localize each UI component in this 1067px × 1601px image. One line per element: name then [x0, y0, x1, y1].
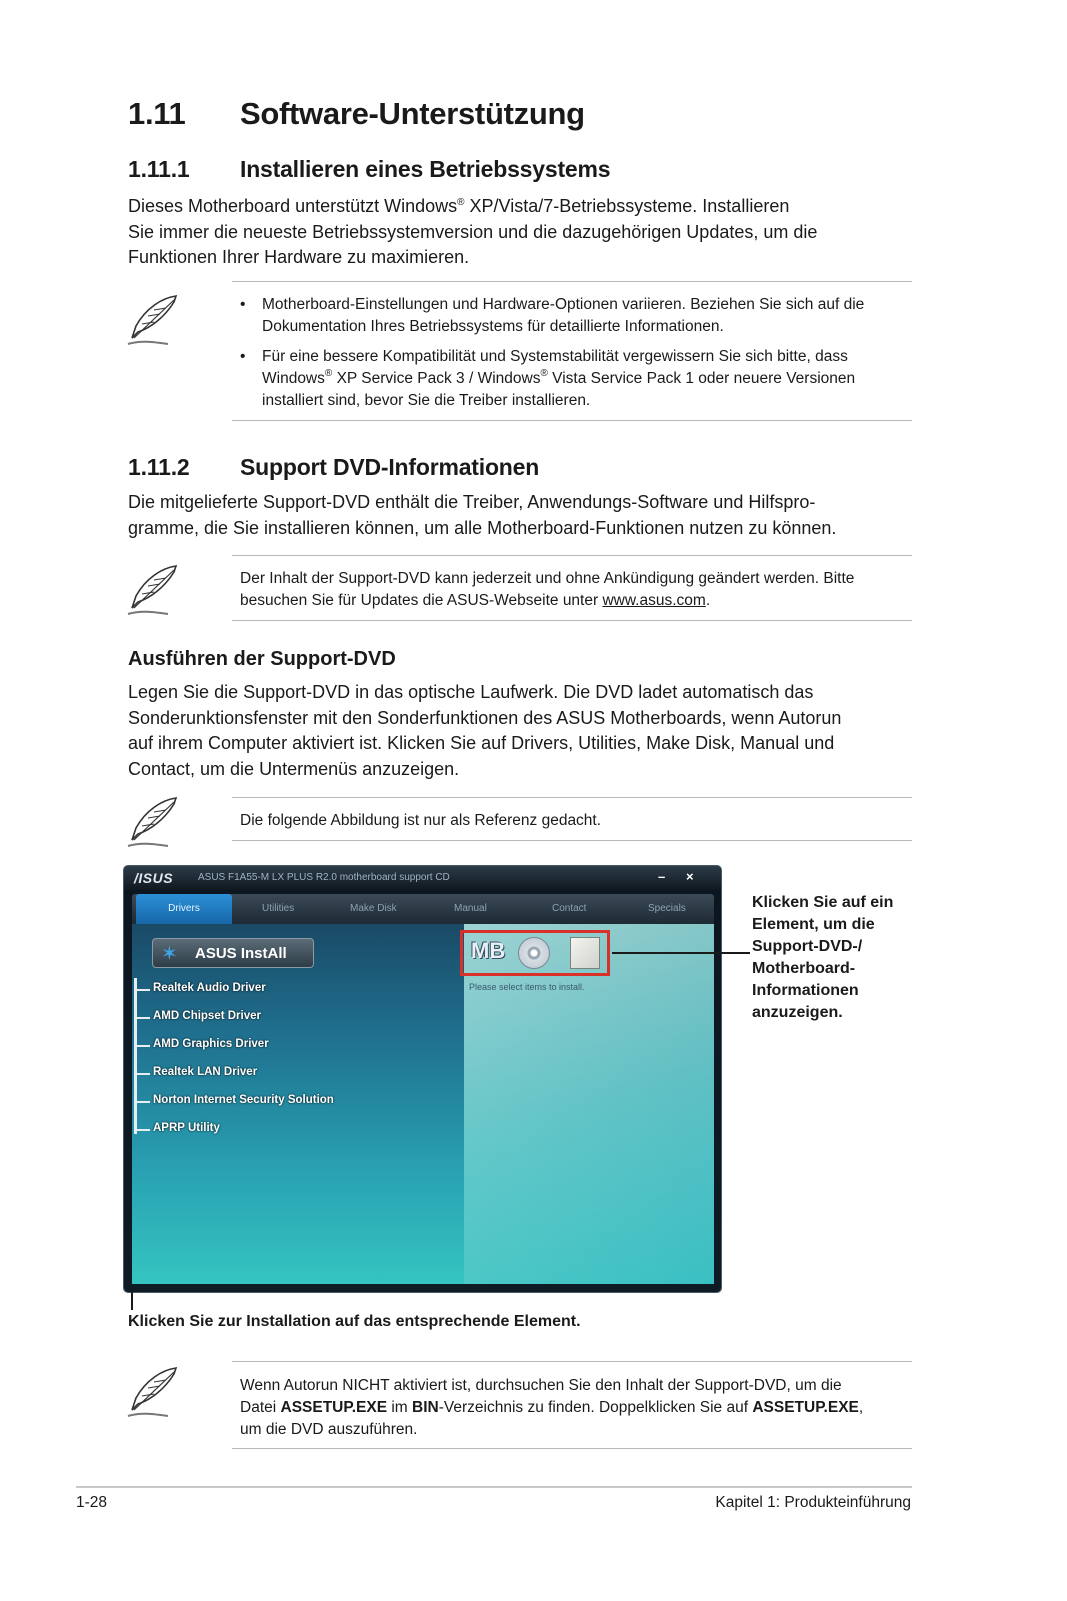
- screenshot-caption: Klicken Sie zur Installation auf das entsprechende Element.: [128, 1313, 581, 1330]
- run-dvd-heading: Ausführen der Support-DVD: [128, 648, 396, 670]
- text-line: Element, um die: [752, 916, 875, 933]
- registered-mark: ®: [457, 197, 465, 208]
- paragraph-dvd: [128, 490, 898, 541]
- text-line: gramme, die Sie installieren können, um alle Motherboard-Funktionen nutzen zu können.: [128, 517, 837, 538]
- chapter-title: Kapitel 1: Produkteinführung: [715, 1494, 911, 1511]
- subsection-heading-1: [128, 156, 610, 183]
- note-rule-top: [232, 1361, 912, 1362]
- tree-tick: [134, 1045, 150, 1047]
- note-rule-top: [232, 555, 912, 556]
- text: Windows: [262, 370, 325, 387]
- text-line: Motherboard-Einstellungen und Hardware-Optionen variieren. Beziehen Sie sich auf die: [262, 296, 865, 313]
- note-reference: Die folgende Abbildung ist nur als Referenz gedacht.: [240, 812, 602, 829]
- note-bullet-item: [240, 346, 910, 412]
- filename-bold: ASSETUP.EXE: [280, 1399, 388, 1416]
- folder-bold: BIN: [412, 1399, 439, 1416]
- asus-install-button[interactable]: [152, 938, 314, 968]
- subsection-heading-2: [128, 454, 539, 481]
- install-star-icon: ✶: [161, 943, 178, 965]
- close-button[interactable]: ×: [686, 869, 694, 884]
- install-label: ASUS InstAll: [195, 945, 287, 962]
- note-rule-bottom: [232, 620, 912, 621]
- text-line: Klicken Sie auf ein: [752, 894, 894, 911]
- note-feather-icon: [124, 1366, 182, 1420]
- window-title: ASUS F1A55-M LX PLUS R2.0 motherboard support CD: [198, 872, 450, 883]
- note-os: [240, 294, 910, 412]
- note-feather-icon: [124, 796, 182, 850]
- note-rule-bottom: [232, 420, 912, 421]
- note-autorun: [240, 1375, 910, 1441]
- text-line: um die DVD auszuführen.: [240, 1421, 418, 1438]
- text-line: Dokumentation Ihres Betriebssystems für detaillierte Informationen.: [262, 318, 724, 335]
- dvd-info-icon[interactable]: [518, 937, 550, 969]
- text-line: installiert sind, bevor Sie die Treiber installieren.: [262, 392, 591, 409]
- subsection-number: 1.11.2: [128, 454, 190, 480]
- section-heading: [128, 96, 585, 132]
- text: Vista Service Pack 1 oder neuere Versionen: [547, 370, 856, 387]
- select-hint: Please select items to install.: [469, 982, 585, 992]
- text: Dieses Motherboard unterstützt Windows: [128, 196, 458, 216]
- note-feather-icon: [124, 294, 182, 348]
- note-dvd: [240, 568, 910, 612]
- subsection-title: Support DVD-Informationen: [240, 454, 540, 480]
- note-rule-bottom: [232, 1448, 912, 1449]
- text: Datei: [240, 1399, 281, 1416]
- text-line: Die mitgelieferte Support-DVD enthält die Treiber, Anwendungs-Software und Hilfspro-: [128, 492, 816, 512]
- tree-tick: [134, 1129, 150, 1131]
- note-rule-top: [232, 281, 912, 282]
- note-bullet-item: [240, 294, 910, 338]
- note-rule-bottom: [232, 840, 912, 841]
- paragraph-run-dvd: [128, 680, 898, 782]
- bullet: •: [240, 296, 246, 313]
- page-number: 1-28: [76, 1494, 108, 1511]
- text: XP Service Pack 3 / Windows: [332, 370, 541, 387]
- text-line: Der Inhalt der Support-DVD kann jederzeit und ohne Ankündigung geändert werden. Bitte: [240, 570, 855, 587]
- tree-tick: [134, 989, 150, 991]
- subsection-number: 1.11.1: [128, 156, 190, 182]
- tree-tick: [134, 1073, 150, 1075]
- tab-manual[interactable]: Manual: [454, 903, 487, 914]
- text-line: Wenn Autorun NICHT aktiviert ist, durchsuchen Sie den Inhalt der Support-DVD, um die: [240, 1377, 842, 1394]
- tab-specials[interactable]: Specials: [648, 903, 686, 914]
- text-line: Legen Sie die Support-DVD in das optische Laufwerk. Die DVD ladet automatisch das: [128, 682, 814, 702]
- asus-logo: /ISUS: [134, 870, 174, 886]
- info-icons-highlight: [460, 930, 610, 976]
- text-line: Support-DVD-/: [752, 938, 863, 955]
- driver-label: AMD Graphics Driver: [153, 1038, 269, 1050]
- paragraph-os: [128, 194, 898, 271]
- bullet: •: [240, 348, 246, 365]
- driver-label: Realtek LAN Driver: [153, 1066, 258, 1078]
- tab-drivers[interactable]: Drivers: [136, 894, 232, 924]
- minimize-button[interactable]: –: [658, 869, 666, 884]
- text: besuchen Sie für Updates die ASUS-Webseite unter: [240, 592, 603, 609]
- window-titlebar: [124, 866, 721, 890]
- text: im: [387, 1399, 413, 1416]
- text: -Verzeichnis zu finden. Doppelklicken Sie auf: [438, 1399, 753, 1416]
- driver-tree-line: [134, 978, 137, 1134]
- filename-bold: ASSETUP.EXE: [752, 1399, 859, 1416]
- text-line: anzuzeigen.: [752, 1004, 843, 1021]
- footer-rule: [76, 1486, 912, 1488]
- support-dvd-screenshot: [124, 866, 721, 1292]
- driver-label: Realtek Audio Driver: [153, 982, 266, 994]
- document-icon[interactable]: [570, 937, 600, 969]
- tab-contact[interactable]: Contact: [552, 903, 587, 914]
- registered-mark: ®: [324, 368, 333, 379]
- tab-utilities[interactable]: Utilities: [262, 903, 295, 914]
- text: ,: [858, 1399, 864, 1416]
- section-number: 1.11: [128, 96, 186, 131]
- text-line: Contact, um die Untermenüs anzuzeigen.: [128, 758, 460, 779]
- caption-connector: [131, 1290, 133, 1310]
- driver-label: APRP Utility: [153, 1122, 220, 1134]
- note-rule-top: [232, 797, 912, 798]
- callout-connector: [612, 952, 750, 954]
- section-title: Software-Unterstützung: [240, 96, 585, 131]
- text-line: Für eine bessere Kompatibilität und Systemstabilität vergewissern Sie sich bitte, dass: [262, 348, 848, 365]
- subsection-title: Installieren eines Betriebssystems: [240, 156, 611, 182]
- driver-label: Norton Internet Security Solution: [153, 1094, 334, 1106]
- text-line: auf ihrem Computer aktiviert ist. Klicken Sie auf Drivers, Utilities, Make Disk, Manual und: [128, 733, 835, 753]
- driver-label: AMD Chipset Driver: [153, 1010, 261, 1022]
- note-feather-icon: [124, 564, 182, 618]
- text-line: Informationen: [752, 982, 859, 999]
- text-line: Sie immer die neueste Betriebssystemversion und die dazugehörigen Updates, um die: [128, 221, 818, 242]
- registered-mark: ®: [540, 368, 548, 379]
- tree-tick: [134, 1101, 150, 1103]
- tree-tick: [134, 1017, 150, 1019]
- tab-bar: [132, 894, 714, 924]
- text-line: Sonderunktionsfenster mit den Sonderfunktionen des ASUS Motherboards, wenn Autorun: [128, 707, 842, 728]
- text-line: Funktionen Ihrer Hardware zu maximieren.: [128, 247, 470, 267]
- info-panel: [464, 924, 714, 1284]
- text: .: [705, 592, 711, 609]
- tab-make-disk[interactable]: Make Disk: [350, 903, 397, 914]
- motherboard-info-icon[interactable]: MB: [471, 938, 506, 963]
- callout-text: [752, 892, 922, 1024]
- text-line: Motherboard-: [752, 960, 856, 977]
- text: XP/Vista/7-Betriebssysteme. Installieren: [464, 196, 790, 216]
- asus-website-link[interactable]: www.asus.com: [602, 592, 706, 609]
